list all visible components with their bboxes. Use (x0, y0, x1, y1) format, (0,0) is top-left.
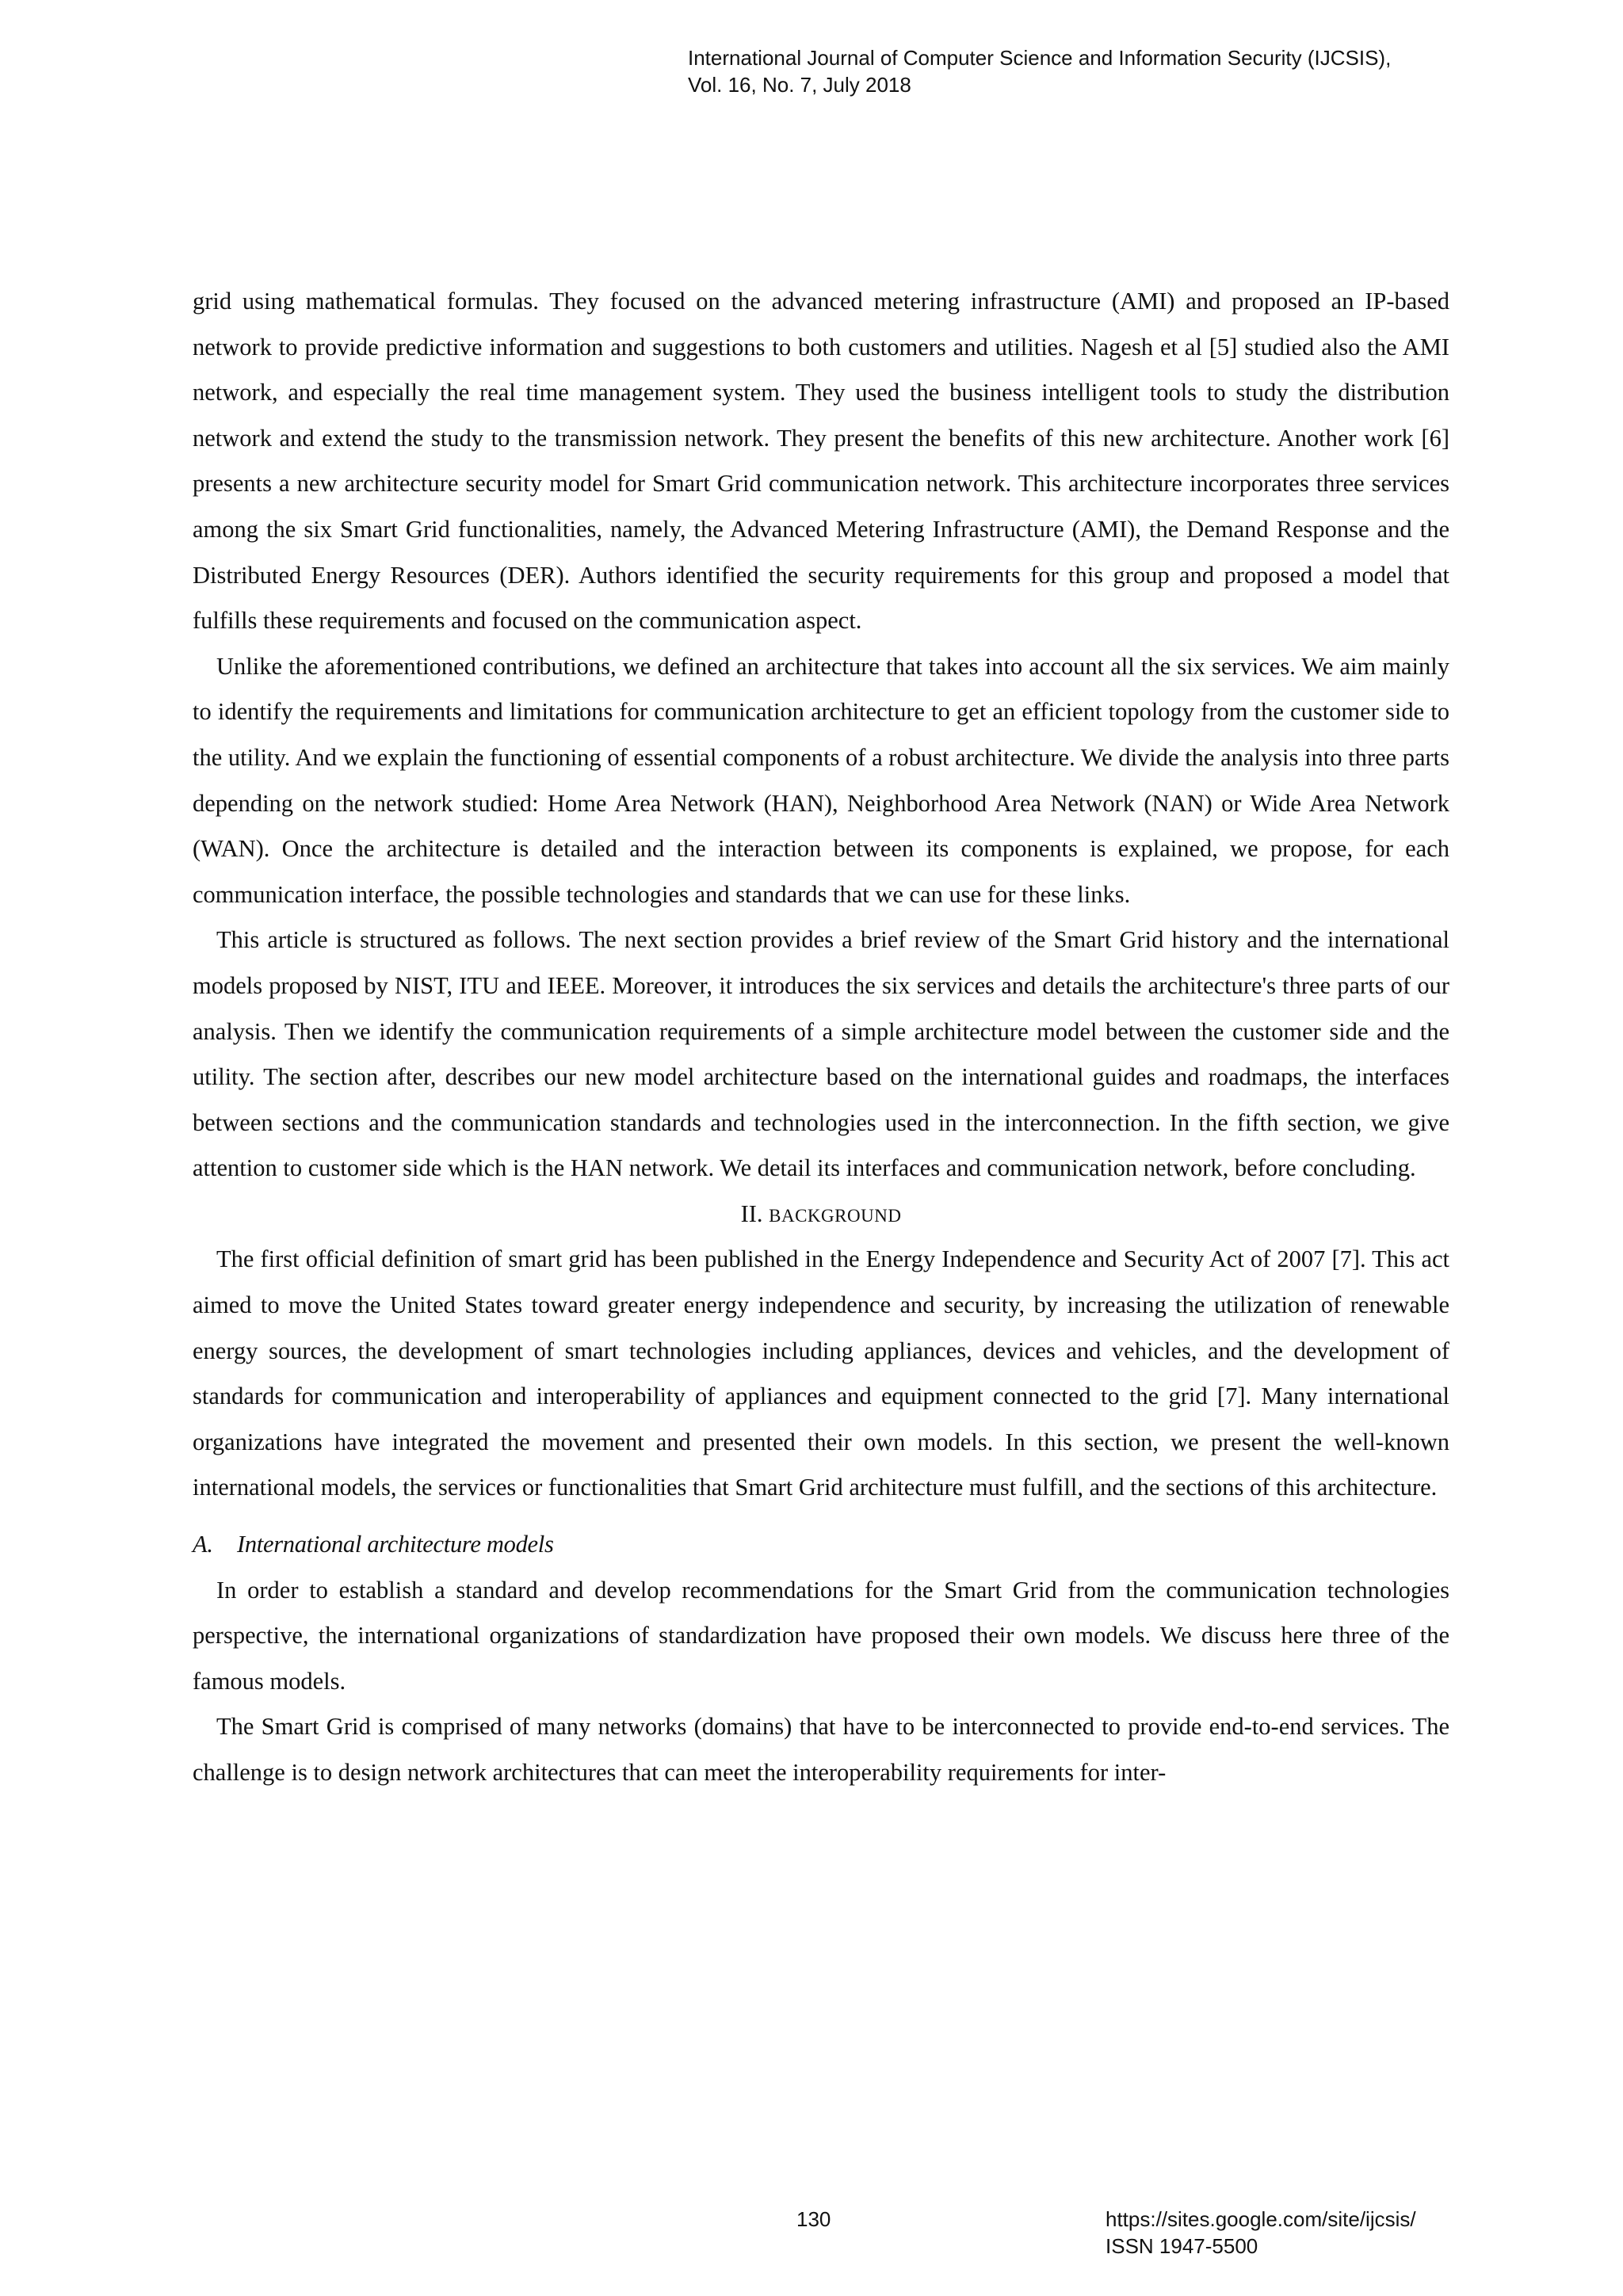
article-body (193, 279, 1449, 1796)
section-heading (193, 1192, 1449, 1238)
paragraph-1: grid using mathematical formulas. They focused on the advanced metering infrastructure (AMI) and proposed an IP-based network to provide predictive information and suggestions to both customers and utilities. Nagesh et al [5] studied also the AMI network, and especially the real time management system. They used the business intelligent tools to study the distribution network and extend the study to the transmission network. They present the benefits of this new architecture. Another work [6] presents a new architecture security model for Smart Grid communication network. This architecture incorporates three services among the six Smart Grid functionalities, namely, the Advanced Metering Infrastructure (AMI), the Demand Response and the Distributed Energy Resources (DER). Authors identified the security requirements for this group and proposed a model that fulfills these requirements and focused on the communication aspect. (193, 288, 1449, 635)
paragraph-5: In order to establish a standard and develop recommendations for the Smart Grid from the communication technologies perspective, the international organizations of standardization have proposed their own models. We discuss here three of the famous models. (193, 1576, 1449, 1695)
journal-url: https://sites.google.com/site/ijcsis/ (1106, 2207, 1416, 2231)
journal-volume: Vol. 16, No. 7, July 2018 (688, 73, 911, 97)
running-header (688, 44, 1391, 98)
subsection-title: International architecture models (237, 1531, 554, 1558)
footer-info (1106, 2206, 1416, 2260)
paragraph-2: Unlike the aforementioned contributions, we defined an architecture that takes into account all the six services. We aim mainly to identify the requirements and limitations for communication architecture to get an efficient topology from the customer side to the utility. And we explain the functioning of essential components of a robust architecture. We divide the analysis into three parts depending on the network studied: Home Area Network (HAN), Neighborhood Area Network (NAN) or Wide Area Network (WAN). Once the architecture is detailed and the interaction between its components is explained, we propose, for each communication interface, the possible technologies and standards that we can use for these links. (193, 652, 1449, 908)
paragraph-6: The Smart Grid is comprised of many networks (domains) that have to be interconnected to provide end-to-end services. The challenge is to design network architectures that can meet the interoperability requirements for inter- (193, 1713, 1449, 1786)
journal-issn: ISSN 1947-5500 (1106, 2234, 1258, 2258)
paragraph-3: This article is structured as follows. The next section provides a brief review of the Smart Grid history and the international models proposed by NIST, ITU and IEEE. Moreover, it introduces the six services and details the architecture's three parts of our analysis. Then we identify the communication requirements of a simple architecture model between the customer side and the utility. The section after, describes our new model architecture based on the international guides and roadmaps, the interfaces between sections and the communication standards and technologies used in the interconnection. In the fifth section, we give attention to customer side which is the HAN network. We detail its interfaces and communication network, before concluding. (193, 926, 1449, 1182)
journal-title: International Journal of Computer Science and Information Security (IJCSIS), (688, 46, 1392, 70)
page-number: 130 (796, 2207, 831, 2231)
section-title: BACKGROUND (769, 1205, 902, 1226)
section-number: II. (740, 1199, 763, 1227)
subsection-label: A. (193, 1531, 213, 1558)
subsection-heading (193, 1522, 1449, 1568)
paragraph-4: The first official definition of smart grid has been published in the Energy Independence and Security Act of 2007 [7]. This act aimed to move the United States toward greater energy independence and security, by increasing the utilization of renewable energy sources, the development of smart technologies including appliances, devices and vehicles, and the development of standards for communication and interoperability of appliances and equipment connected to the grid [7]. Many international organizations have integrated the movement and presented their own models. In this section, we present the well-known international models, the services or functionalities that Smart Grid architecture must fulfill, and the sections of this architecture. (193, 1245, 1449, 1501)
